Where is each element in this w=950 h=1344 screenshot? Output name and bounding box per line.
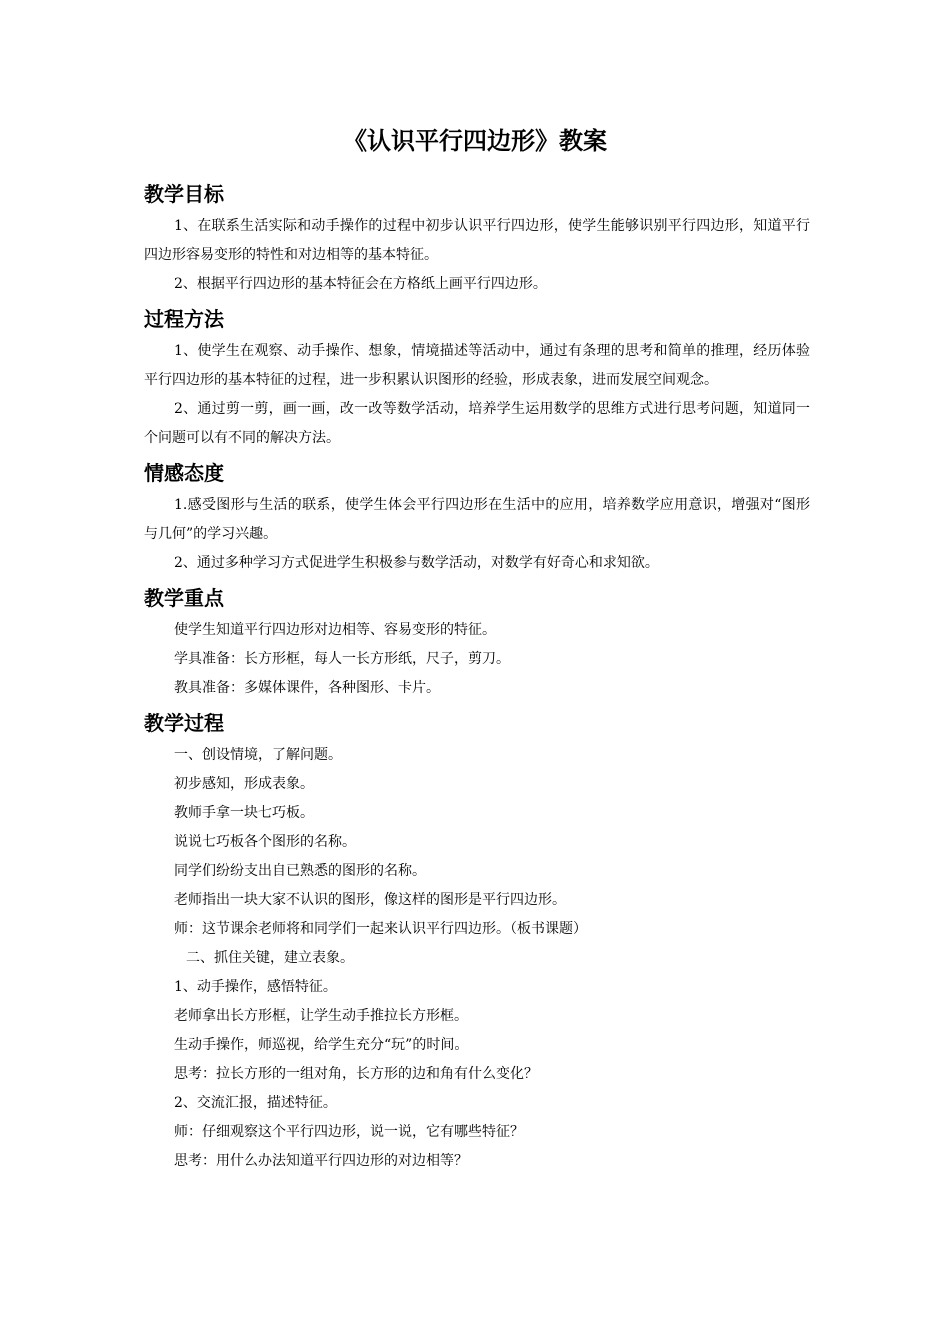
text-line: 二、抓住关键，建立表象。 xyxy=(186,950,354,966)
section-heading: 教学目标 xyxy=(144,182,224,206)
section-heading: 过程方法 xyxy=(144,307,224,331)
text-line: 思考：用什么办法知道平行四边形的对边相等？ xyxy=(174,1153,468,1169)
paragraph: 2、通过剪一剪，画一画，改一改等数学活动，培养学生运用数学的思维方式进行思考问题，知道同一个问题可以有不同的解决方法。 xyxy=(144,401,810,446)
paragraph: 1.感受图形与生活的联系，使学生体会平行四边形在生活中的应用，培养数学应用意识，增强对“图形与几何”的学习兴趣。 xyxy=(144,497,810,542)
paragraph: 2、通过多种学习方式促进学生积极参与数学活动，对数学有好奇心和求知欲。 xyxy=(174,555,659,571)
section-process-methods xyxy=(144,305,810,453)
section-teaching-goals xyxy=(144,180,810,299)
document-title: 《认识平行四边形》教案 xyxy=(343,127,607,155)
text-line: 学具准备：长方形框，每人一长方形纸，尺子，剪刀。 xyxy=(174,651,510,667)
text-line: 教师手拿一块七巧板。 xyxy=(174,805,314,821)
section-heading: 情感态度 xyxy=(144,461,224,485)
text-line: 初步感知，形成表象。 xyxy=(174,776,314,792)
text-line: 说说七巧板各个图形的名称。 xyxy=(174,834,356,850)
text-line: 同学们纷纷支出自已熟悉的图形的名称。 xyxy=(174,863,426,879)
text-line: 老师指出一块大家不认识的图形，像这样的图形是平行四边形。 xyxy=(174,892,566,908)
document-body xyxy=(144,180,810,1176)
paragraph: 2、根据平行四边形的基本特征会在方格纸上画平行四边形。 xyxy=(174,276,547,292)
section-heading: 教学过程 xyxy=(144,711,224,735)
section-attitude xyxy=(144,459,810,578)
text-line: 使学生知道平行四边形对边相等、容易变形的特征。 xyxy=(174,622,496,638)
text-line: 2、交流汇报，描述特征。 xyxy=(174,1095,337,1111)
section-teaching-process xyxy=(144,709,810,1176)
text-line: 师：这节课余老师将和同学们一起来认识平行四边形。（板书课题） xyxy=(174,921,587,937)
paragraph: 1、使学生在观察、动手操作、想象，情境描述等活动中，通过有条理的思考和简单的推理，经历体验平行四边形的基本特征的过程，进一步积累认识图形的经验，形成表象，进而发展空间观念。 xyxy=(144,343,810,388)
paragraph: 1、在联系生活实际和动手操作的过程中初步认识平行四边形，使学生能够识别平行四边形，知道平行四边形容易变形的特性和对边相等的基本特征。 xyxy=(144,218,810,263)
text-line: 生动手操作，师巡视，给学生充分“玩”的时间。 xyxy=(174,1037,469,1053)
text-line: 1、动手操作，感悟特征。 xyxy=(174,979,337,995)
section-teaching-focus xyxy=(144,584,810,703)
text-line: 思考：拉长方形的一组对角，长方形的边和角有什么变化？ xyxy=(174,1066,538,1082)
section-heading: 教学重点 xyxy=(144,586,224,610)
text-line: 师：仔细观察这个平行四边形，说一说，它有哪些特征？ xyxy=(174,1124,524,1140)
text-line: 一、创设情境，了解问题。 xyxy=(174,747,342,763)
text-line: 教具准备：多媒体课件，各种图形、卡片。 xyxy=(174,680,440,696)
text-line: 老师拿出长方形框，让学生动手推拉长方形框。 xyxy=(174,1008,468,1024)
